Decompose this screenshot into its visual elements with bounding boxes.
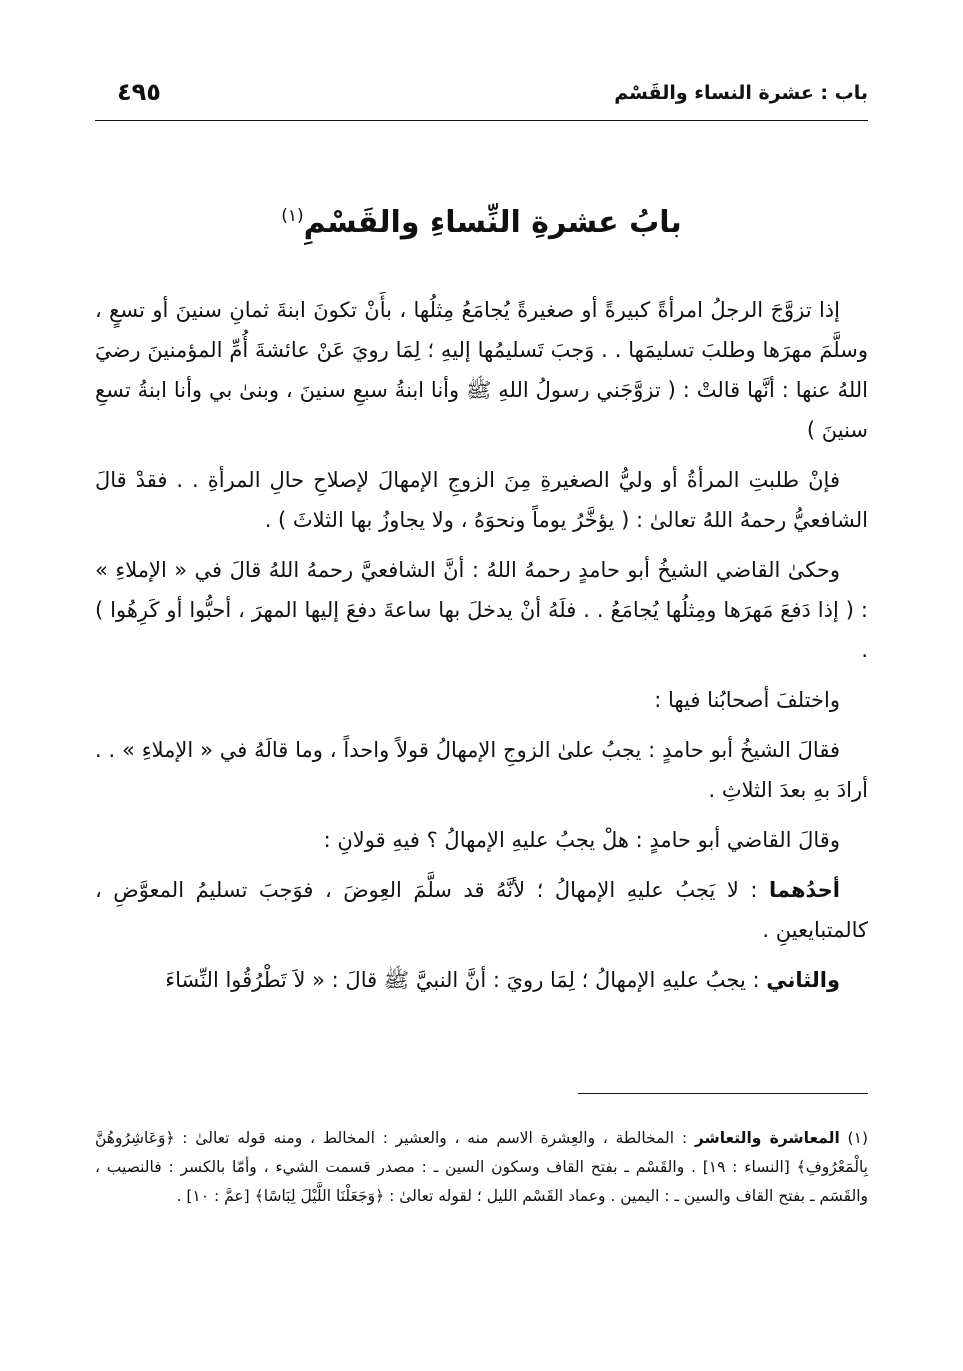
paragraph-6: وقالَ القاضي أبو حامدٍ : هلْ يجبُ عليهِ الإمهالُ ؟ فيهِ قولانِ : bbox=[323, 828, 840, 852]
footnote-1 bbox=[95, 1124, 868, 1211]
paragraph-5: فقالَ الشيخُ أبو حامدٍ : يجبُ علىٰ الزوجِ الإمهالُ قولاً واحداً ، وما قالَهُ في « الإملاءِ » . . أرادَ بهِ بعدَ الثلاثِ . bbox=[95, 738, 868, 802]
paragraph-2: فإنْ طلبتِ المرأةُ أو وليُّ الصغيرةِ مِنَ الزوجِ الإمهالَ لإصلاحِ حالِ المرأةِ . . فقدْ قالَ الشافعيُّ رحمهُ اللهُ تعالىٰ : ( يؤخَّرُ يوماً ونحوَهُ ، ولا يجاوزُ بها الثلاثَ ) . bbox=[95, 468, 868, 532]
paragraph-7 bbox=[95, 870, 868, 950]
footnote-text: : المخالطة ، والعِشرة الاسم منه ، والعشير : المخالط ، ومنه قوله تعالىٰ : ﴿وَعَاشِرُوهُنَّ بِالْمَعْرُوفِ﴾ [النساء : ١٩] . والقَسْم ـ بفتح القاف وسكون السين ـ : مصدر قسمت الشيء ، وأمّا بالكسر : فالنصيب ، والقَسَم ـ بفتح القاف والسين ـ : اليمين . وعماد القَسْم الليل ؛ لقوله تعالىٰ : ﴿وَجَعَلْنَا اللَّيْلَ لِبَاسًا﴾ [عمَّ : ١٠] . bbox=[95, 1129, 868, 1205]
chapter-title-text: بابُ عشرةِ النِّساءِ والقَسْمِ bbox=[303, 205, 682, 240]
first-opinion-label: أحدُهما bbox=[769, 878, 840, 902]
footnotes bbox=[95, 1124, 868, 1211]
page-number: ٤٩٥ bbox=[117, 78, 161, 106]
footnote-marker: (١) bbox=[847, 1129, 868, 1147]
footnote-label: المعاشرة والتعاشر bbox=[694, 1129, 840, 1147]
chapter-footnote-marker: (١) bbox=[281, 206, 304, 226]
second-opinion-label: والثاني bbox=[766, 968, 840, 992]
paragraph-3: وحكىٰ القاضي الشيخُ أبو حامدٍ رحمهُ اللهُ : أنَّ الشافعيَّ رحمهُ اللهُ قالَ في « الإملاءِ » : ( إذا دَفعَ مَهرَها ومِثلُها يُجامَعُ . . فلَهُ أنْ يدخلَ بها ساعةَ دفعَ إليها المهرَ ، أحبُّوا أو كَرِهُوا ) . bbox=[95, 558, 868, 662]
paragraph-8 bbox=[95, 960, 868, 1000]
second-opinion-text: : يجبُ عليهِ الإمهالُ ؛ لِمَا رويَ : أنَّ النبيَّ ﷺ قالَ : « لاَ تَطْرُقُوا النِّسَاءَ bbox=[165, 968, 760, 992]
footnote-divider bbox=[578, 1093, 868, 1094]
chapter-title bbox=[95, 205, 868, 240]
paragraph-1: إذا تزوَّجَ الرجلُ امرأةً كبيرةً أو صغيرةً يُجامَعُ مِثلُها ، بأَنْ تكونَ ابنةَ ثمانِ سنينَ أو تسعٍ ، وسلَّمَ مهرَها وطلبَ تسليمَها . . وَجبَ تَسليمُها إليهِ ؛ لِمَا رويَ عَنْ عائشةَ أُمِّ المؤمنينَ رضيَ اللهُ عنها : أنَّها قالتْ : ( تزوَّجَني رسولُ اللهِ ﷺ وأنا ابنةُ سبعِ سنينَ ، وبنىٰ بي وأنا ابنةُ تسعِ سنينَ ) bbox=[95, 298, 868, 442]
running-header bbox=[95, 78, 868, 118]
header-divider bbox=[95, 120, 868, 121]
body-text bbox=[95, 290, 868, 1010]
first-opinion-text: : لا يَجبُ عليهِ الإمهالُ ؛ لأنَّهُ قد سلَّمَ العِوضَ ، فوَجبَ تسليمُ المعوَّضِ ، كالمتبايعينِ . bbox=[95, 878, 868, 942]
running-title: باب : عشرة النساء والقَسْم bbox=[614, 82, 868, 104]
paragraph-4: واختلفَ أصحابُنا فيها : bbox=[654, 688, 840, 712]
